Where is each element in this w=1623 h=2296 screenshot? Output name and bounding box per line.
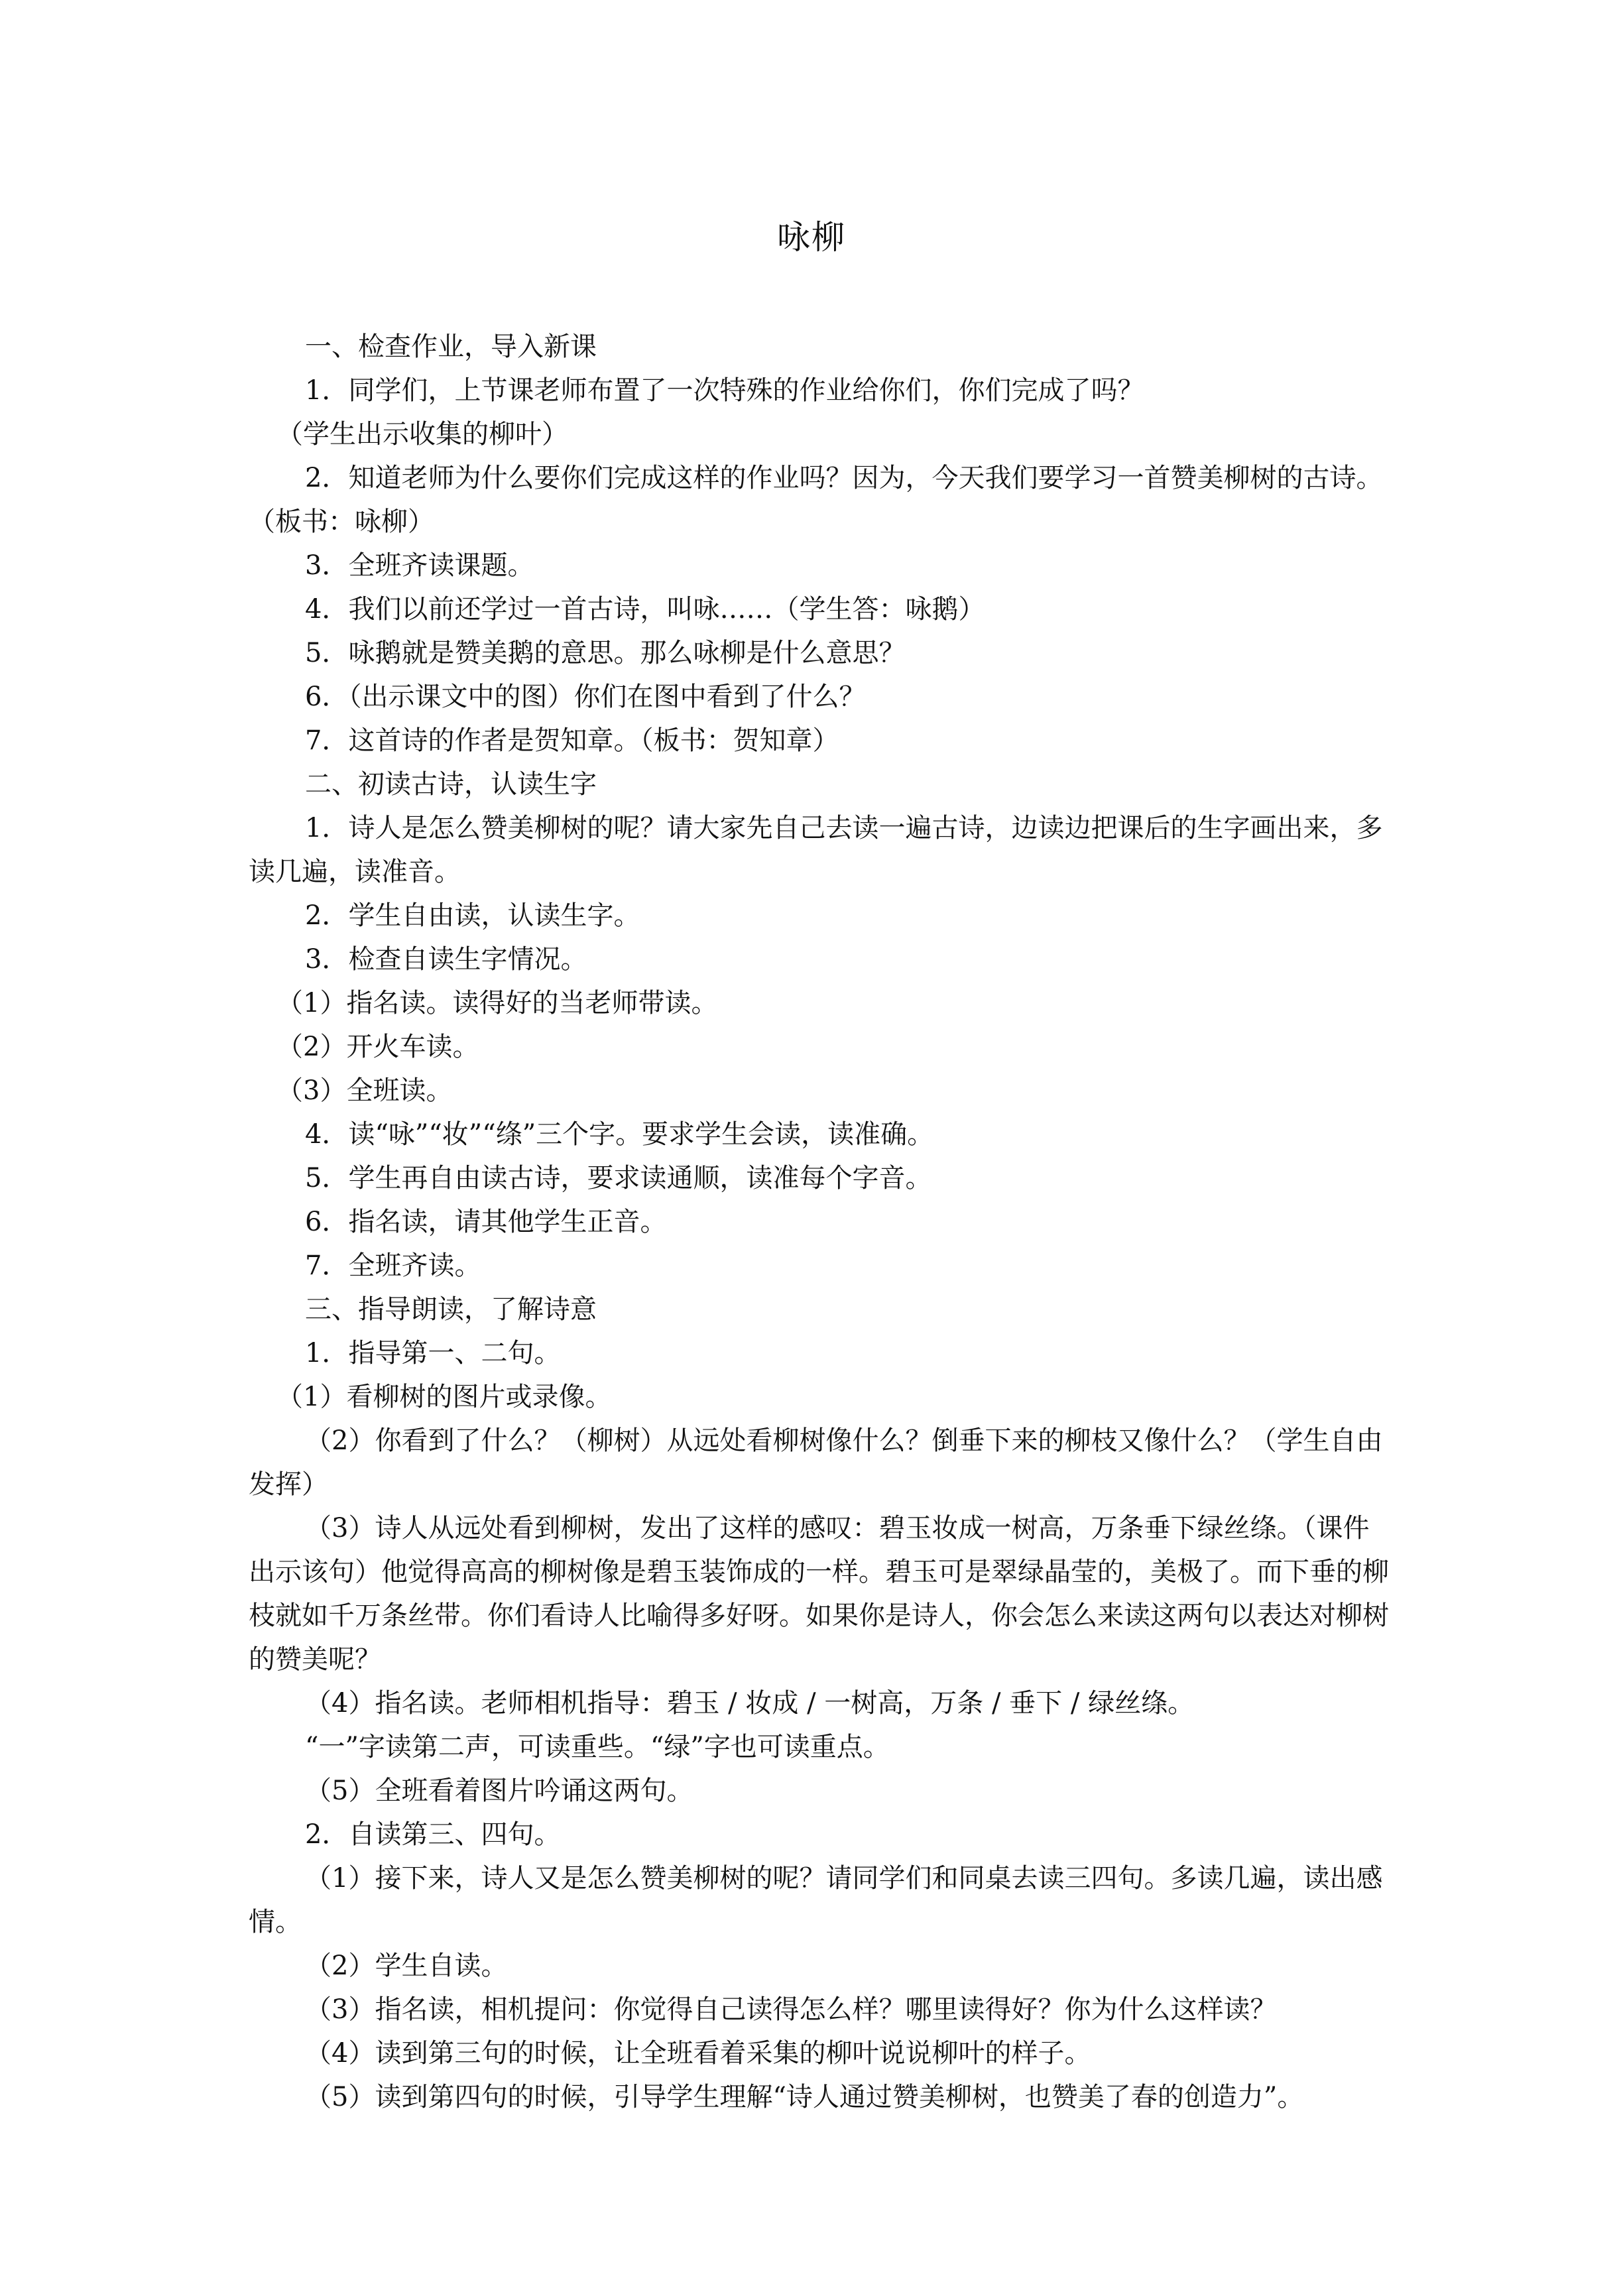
paragraph: （5）读到第四句的时候，引导学生理解“诗人通过赞美柳树，也赞美了春的创造力”。 <box>305 2082 1304 2112</box>
paragraph: 1．指导第一、二句。 <box>305 1338 561 1368</box>
paragraph: （1）指名读。读得好的当老师带读。 <box>276 988 718 1018</box>
paragraph: 1．同学们，上节课老师布置了一次特殊的作业给你们，你们完成了吗？ <box>305 375 1144 406</box>
paragraph: （3）指名读，相机提问：你觉得自己读得怎么样？哪里读得好？你为什么这样读？ <box>305 1994 1277 2025</box>
paragraph: （4）指名读。老师相机指导：碧玉 / 妆成 / 一树高，万条 / 垂下 / 绿丝绦。 <box>305 1688 1195 1719</box>
paragraph: 三、指导朗读，了解诗意 <box>305 1294 597 1325</box>
paragraph: “一”字读第二声，可读重些。“绿”字也可读重点。 <box>305 1732 890 1762</box>
paragraph: 4．读“咏”“妆”“绦”三个字。要求学生会读，读准确。 <box>305 1119 934 1150</box>
paragraph: （学生出示收集的柳叶） <box>276 419 568 450</box>
paragraph: （5）全班看着图片吟诵这两句。 <box>305 1776 693 1806</box>
paragraph: 7．全班齐读。 <box>305 1250 481 1281</box>
paragraph: 3．检查自读生字情况。 <box>305 944 587 975</box>
paragraph: （1）接下来，诗人又是怎么赞美柳树的呢？请同学们和同桌去读三四句。多读几遍，读出感情。 <box>249 1863 1383 1937</box>
paragraph: （4）读到第三句的时候，让全班看着采集的柳叶说说柳叶的样子。 <box>305 2038 1091 2069</box>
paragraph: 6．（出示课文中的图）你们在图中看到了什么？ <box>305 682 866 712</box>
document-body <box>249 325 1389 2119</box>
paragraph: （2）你看到了什么？（柳树）从远处看柳树像什么？倒垂下来的柳枝又像什么？（学生自由发挥） <box>249 1425 1383 1500</box>
paragraph: 6．指名读，请其他学生正音。 <box>305 1207 667 1237</box>
paragraph: 5．学生再自由读古诗，要求读通顺，读准每个字音。 <box>305 1163 932 1193</box>
paragraph: 一、检查作业，导入新课 <box>305 332 597 362</box>
paragraph: 2．知道老师为什么要你们完成这样的作业吗？因为，今天我们要学习一首赞美柳树的古诗。（板书：咏柳） <box>249 463 1383 537</box>
page-title: 咏柳 <box>777 218 846 257</box>
paragraph: 二、初读古诗，认读生字 <box>305 769 597 800</box>
paragraph: （3）全班读。 <box>276 1075 453 1106</box>
paragraph: （1）看柳树的图片或录像。 <box>276 1382 612 1412</box>
paragraph: （3）诗人从远处看到柳树，发出了这样的感叹：碧玉妆成一树高，万条垂下绿丝绦。（课件出示该句）他觉得高高的柳树像是碧玉装饰成的一样。碧玉可是翠绿晶莹的，美极了。而下垂的柳枝就如千万条丝带。你们看诗人比喻得多好呀。如果你是诗人，你会怎么来读这两句以表达对柳树的赞美呢？ <box>249 1513 1389 1675</box>
paragraph: 2．自读第三、四句。 <box>305 1819 561 1850</box>
paragraph: 4．我们以前还学过一首古诗，叫咏……（学生答：咏鹅） <box>305 594 985 625</box>
paragraph: 2．学生自由读，认读生字。 <box>305 900 640 931</box>
paragraph: （2）学生自读。 <box>305 1951 508 1981</box>
paragraph: 5．咏鹅就是赞美鹅的意思。那么咏柳是什么意思？ <box>305 638 906 668</box>
paragraph: 3．全班齐读课题。 <box>305 550 534 581</box>
paragraph: 7．这首诗的作者是贺知章。（板书：贺知章） <box>305 725 839 756</box>
paragraph: 1．诗人是怎么赞美柳树的呢？请大家先自己去读一遍古诗，边读边把课后的生字画出来，多读几遍，读准音。 <box>249 813 1383 887</box>
paragraph: （2）开火车读。 <box>276 1032 479 1062</box>
